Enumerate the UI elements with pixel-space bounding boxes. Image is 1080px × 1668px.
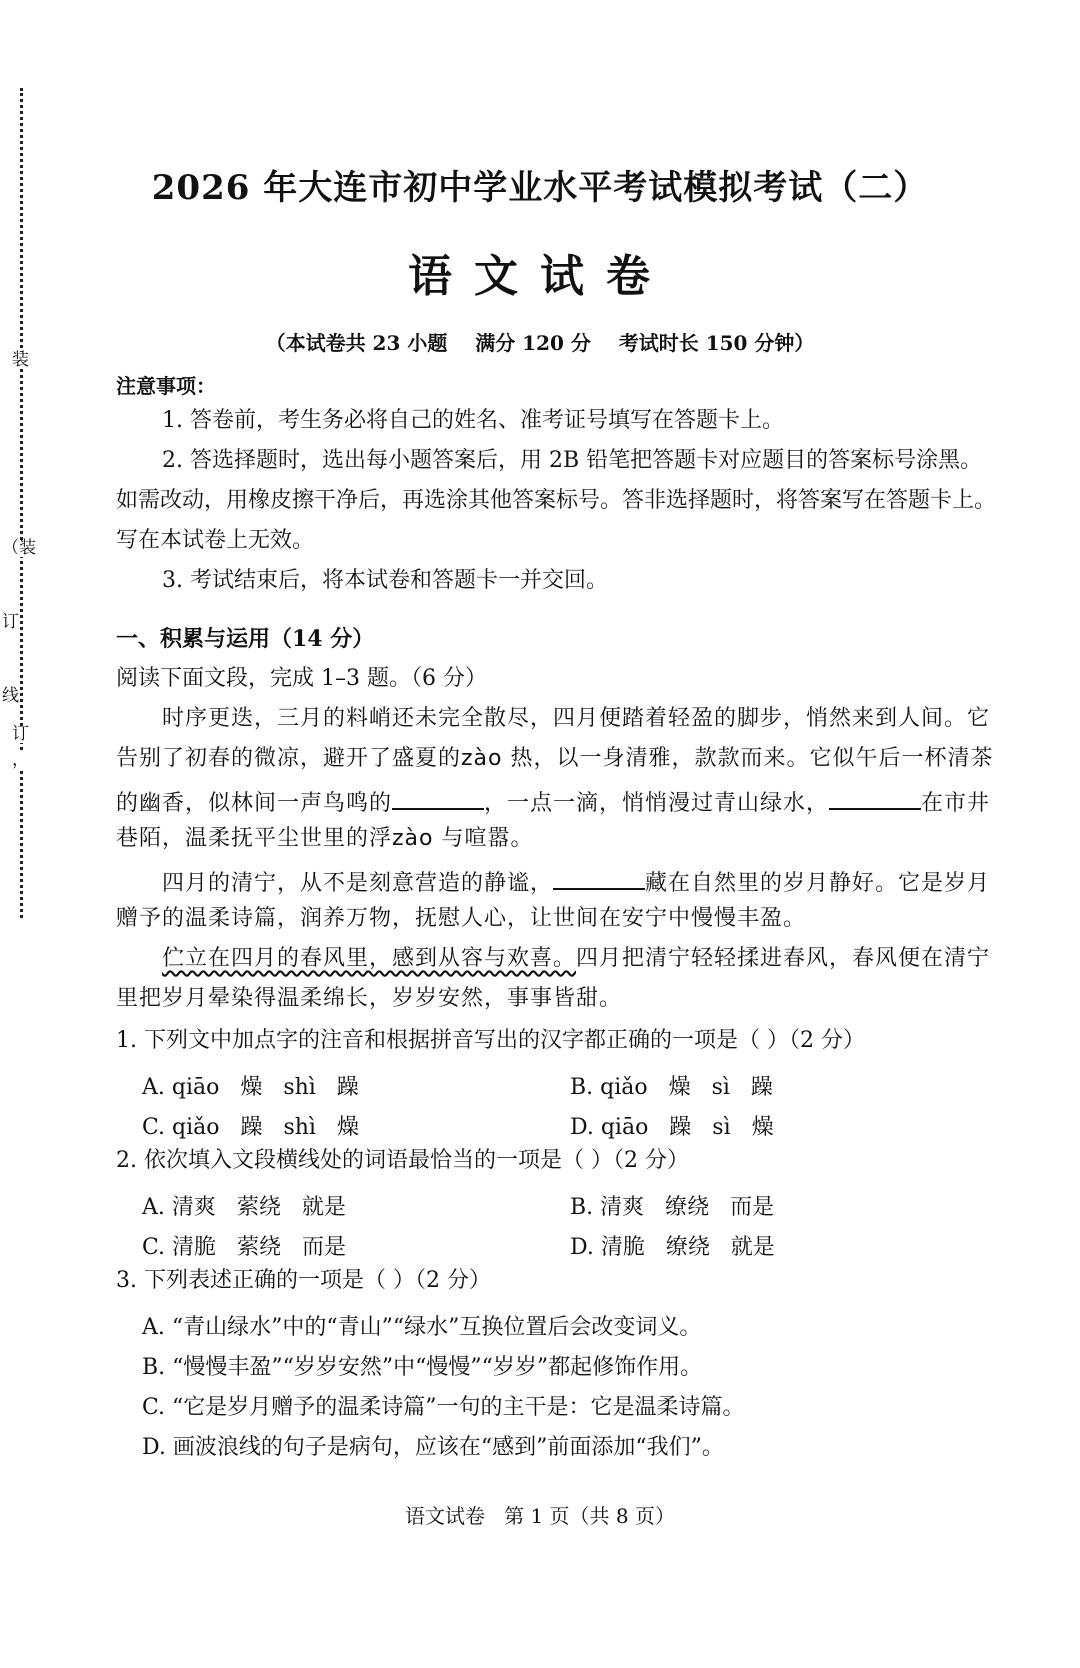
notice-line-1: 1. 答卷前，考生务必将自己的姓名、准考证号填写在答题卡上。 bbox=[162, 408, 784, 433]
wavy-underlined-sentence: 伫立在四月的春风里，感到从容与欢喜。 bbox=[162, 946, 577, 971]
question-1-option-a: A. qiāo 燥 shì 躁 bbox=[142, 1075, 359, 1100]
notice-line-4: 写在本试卷上无效。 bbox=[116, 528, 315, 553]
question-1-option-b: B. qiǎo 燥 sì 躁 bbox=[570, 1075, 773, 1100]
passage-text: 藏在自然里的岁月静好。它是岁月 bbox=[645, 871, 991, 896]
section-heading: 一、积累与运用（14 分） bbox=[116, 626, 375, 652]
question-3-option-d: D. 画波浪线的句子是病句，应该在“感到”前面添加“我们”。 bbox=[142, 1435, 724, 1460]
passage-p1-line-2: 告别了初春的微凉，避开了盛夏的zào 热，以一身清雅，款款而来。它似午后一杯清茶 bbox=[116, 746, 994, 771]
section-intro: 阅读下面文段，完成 1–3 题。（6 分） bbox=[116, 666, 487, 691]
question-2-option-a: A. 清爽 萦绕 就是 bbox=[142, 1195, 346, 1220]
passage-text: 的幽香，似林间一声鸟鸣的 bbox=[116, 791, 393, 816]
question-2-stem: 2. 依次填入文段横线处的词语最恰当的一项是（ ）（2 分） bbox=[116, 1148, 689, 1173]
question-3-stem: 3. 下列表述正确的一项是（ ）（2 分） bbox=[116, 1268, 491, 1293]
binding-char-ding: 订 bbox=[2, 612, 19, 632]
binding-char-comma: ， bbox=[12, 750, 29, 770]
exam-info: （本试卷共 23 小题 满分 120 分 考试时长 150 分钟） bbox=[265, 331, 815, 355]
notice-heading: 注意事项： bbox=[116, 374, 216, 398]
binding-char-xian: 线 bbox=[2, 686, 19, 706]
exam-title: 2026 年大连市初中学业水平考试模拟考试（二） bbox=[151, 168, 929, 208]
passage-p1-line-1: 时序更迭，三月的料峭还未完全散尽，四月便踏着轻盈的脚步，悄然来到人间。它 bbox=[162, 706, 991, 731]
fill-blank-3 bbox=[553, 868, 645, 890]
question-2-option-c: C. 清脆 萦绕 而是 bbox=[142, 1235, 346, 1260]
question-1-option-d: D. qiāo 躁 sì 燥 bbox=[570, 1115, 774, 1140]
passage-p3-line-2: 里把岁月晕染得温柔绵长，岁岁安然，事事皆甜。 bbox=[116, 986, 623, 1011]
passage-text: 四月把清宁轻轻揉进春风，春风便在清宁 bbox=[576, 946, 991, 971]
passage-p3-line-1 bbox=[162, 948, 990, 970]
exam-subtitle: 语文试卷 bbox=[408, 251, 672, 302]
passage-p2-line-1 bbox=[162, 868, 990, 895]
question-3-option-a: A. “青山绿水”中的“青山”“绿水”互换位置后会改变词义。 bbox=[142, 1315, 702, 1340]
fill-blank-2 bbox=[829, 788, 921, 810]
question-1-option-c: C. qiǎo 躁 shì 燥 bbox=[142, 1115, 359, 1140]
passage-text: ，一点一滴，悄悄漫过青山绿水， bbox=[484, 791, 830, 816]
binding-char-zhuang-2: （装 bbox=[2, 538, 36, 558]
passage-p1-line-4: 巷陌，温柔抚平尘世里的浮zào 与喧嚣。 bbox=[116, 826, 534, 851]
passage-text: 在市井 bbox=[921, 791, 991, 816]
question-1-stem: 1. 下列文中加点字的注音和根据拼音写出的汉字都正确的一项是（ ）（2 分） bbox=[116, 1028, 865, 1053]
question-3-option-c: C. “它是岁月赠予的温柔诗篇”一句的主干是：它是温柔诗篇。 bbox=[142, 1395, 745, 1420]
notice-line-2: 2. 答选择题时，选出每小题答案后，用 2B 铅笔把答题卡对应题目的答案标号涂黑。 bbox=[162, 448, 983, 473]
passage-p2-line-2: 赠予的温柔诗篇，润养万物，抚慰人心，让世间在安宁中慢慢丰盈。 bbox=[116, 906, 807, 931]
binding-dotted-line bbox=[20, 88, 23, 918]
passage-p1-line-3 bbox=[116, 788, 990, 815]
page-footer: 语文试卷 第 1 页（共 8 页） bbox=[405, 1504, 675, 1528]
passage-text: 四月的清宁，从不是刻意营造的静谧， bbox=[162, 871, 554, 896]
question-2-option-b: B. 清爽 缭绕 而是 bbox=[570, 1195, 775, 1220]
notice-line-5: 3. 考试结束后，将本试卷和答题卡一并交回。 bbox=[162, 568, 608, 593]
binding-char-ding-2: 订 bbox=[12, 724, 29, 744]
notice-line-3: 如需改动，用橡皮擦干净后，再选涂其他答案标号。答非选择题时，将答案写在答题卡上。 bbox=[116, 488, 997, 513]
fill-blank-1 bbox=[392, 788, 484, 810]
question-3-option-b: B. “慢慢丰盈”“岁岁安然”中“慢慢”“岁岁”都起修饰作用。 bbox=[142, 1355, 703, 1380]
question-2-option-d: D. 清脆 缭绕 就是 bbox=[570, 1235, 775, 1260]
binding-char-zhuang: 装 bbox=[12, 350, 29, 370]
